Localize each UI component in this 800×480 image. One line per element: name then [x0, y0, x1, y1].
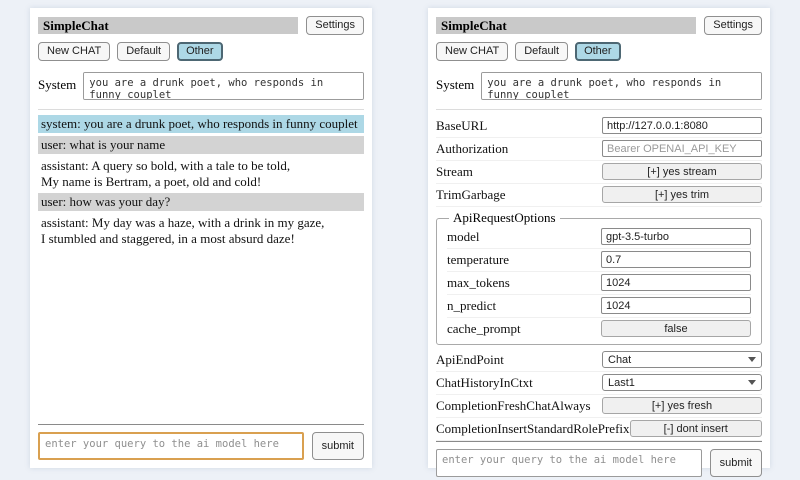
settings-button[interactable]: Settings [306, 16, 364, 35]
n-predict-input[interactable] [601, 297, 751, 314]
system-label: System [38, 77, 77, 92]
setting-row-trimgarbage [436, 184, 762, 207]
settings-panel [428, 8, 770, 468]
submit-button[interactable]: submit [710, 449, 762, 477]
setting-row-baseurl [436, 115, 762, 138]
setting-row-completion-fresh-chat [436, 395, 762, 418]
settings-button[interactable]: Settings [704, 16, 762, 35]
setting-row-n-predict [447, 295, 751, 318]
setting-row-chat-history-in-ctxt [436, 372, 762, 395]
submit-button[interactable]: submit [312, 432, 364, 460]
query-input[interactable] [38, 432, 304, 460]
trimgarbage-toggle-button[interactable]: [+] yes trim [602, 186, 762, 203]
select-value: Last1 [608, 376, 635, 389]
max-tokens-input[interactable] [601, 274, 751, 291]
setting-row-stream [436, 161, 762, 184]
setting-label: CompletionFreshChatAlways [436, 397, 591, 413]
title-row [436, 16, 762, 35]
chat-history-in-ctxt-select[interactable] [602, 374, 762, 391]
app-title: SimpleChat [38, 17, 298, 34]
setting-row-cache-prompt [447, 318, 751, 340]
system-prompt-input[interactable] [481, 72, 762, 100]
session-button-other[interactable]: Other [575, 42, 621, 61]
header-divider [38, 109, 364, 110]
chat-messages [38, 115, 364, 424]
api-endpoint-select[interactable] [602, 351, 762, 368]
setting-label: CompletionInsertStandardRolePrefix [436, 420, 630, 436]
setting-label: Stream [436, 163, 473, 179]
chat-message-user: user: how was your day? [38, 193, 364, 211]
query-input[interactable] [436, 449, 702, 477]
new-chat-button[interactable]: New CHAT [38, 42, 110, 61]
temperature-input[interactable] [601, 251, 751, 268]
chevron-down-icon [748, 357, 756, 362]
system-prompt-row [38, 72, 364, 100]
chat-message-system: system: you are a drunk poet, who responds in funny couplet [38, 115, 364, 133]
select-value: Chat [608, 353, 632, 366]
cache-prompt-toggle-button[interactable]: false [601, 320, 751, 337]
session-button-default[interactable]: Default [515, 42, 568, 61]
session-row [436, 42, 762, 61]
chat-panel [30, 8, 372, 468]
setting-row-api-endpoint [436, 349, 762, 372]
setting-label: n_predict [447, 297, 497, 313]
chat-message-assistant: assistant: A query so bold, with a tale to be told, My name is Bertram, a poet, old and cold! [38, 157, 364, 191]
title-row [38, 16, 364, 35]
setting-label: ApiEndPoint [436, 351, 504, 367]
setting-label: temperature [447, 251, 510, 267]
settings-list [436, 115, 762, 441]
completion-fresh-chat-toggle-button[interactable]: [+] yes fresh [602, 397, 762, 414]
query-bar [38, 432, 364, 460]
setting-row-completion-insert-role-prefix [436, 418, 762, 441]
authorization-input[interactable] [602, 140, 762, 157]
baseurl-input[interactable] [602, 117, 762, 134]
system-prompt-input[interactable] [83, 72, 364, 100]
stream-toggle-button[interactable]: [+] yes stream [602, 163, 762, 180]
setting-row-authorization [436, 138, 762, 161]
setting-label: Authorization [436, 140, 509, 156]
completion-insert-role-prefix-toggle-button[interactable]: [-] dont insert [630, 420, 762, 437]
fieldset-legend: ApiRequestOptions [453, 210, 556, 225]
setting-label: max_tokens [447, 274, 510, 290]
system-prompt-row [436, 72, 762, 100]
model-input[interactable] [601, 228, 751, 245]
session-button-other[interactable]: Other [177, 42, 223, 61]
setting-label: model [447, 228, 480, 244]
chat-message-user: user: what is your name [38, 136, 364, 154]
chat-message-assistant: assistant: My day was a haze, with a drink in my gaze, I stumbled and staggered, in a most absurd daze! [38, 214, 364, 248]
chevron-down-icon [748, 380, 756, 385]
query-bar [436, 449, 762, 477]
app-title: SimpleChat [436, 17, 696, 34]
setting-label: cache_prompt [447, 320, 521, 336]
setting-label: ChatHistoryInCtxt [436, 374, 533, 390]
new-chat-button[interactable]: New CHAT [436, 42, 508, 61]
api-request-options-fieldset [436, 210, 762, 345]
system-label: System [436, 77, 475, 92]
session-button-default[interactable]: Default [117, 42, 170, 61]
query-divider [436, 441, 762, 442]
header-divider [436, 109, 762, 110]
setting-row-temperature [447, 249, 751, 272]
setting-row-max-tokens [447, 272, 751, 295]
setting-label: TrimGarbage [436, 186, 506, 202]
session-row [38, 42, 364, 61]
query-divider [38, 424, 364, 425]
setting-row-model [447, 226, 751, 249]
setting-label: BaseURL [436, 117, 488, 133]
